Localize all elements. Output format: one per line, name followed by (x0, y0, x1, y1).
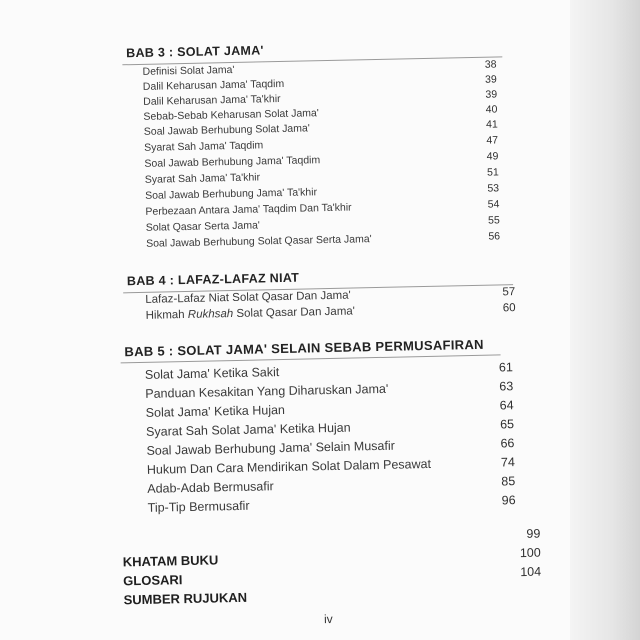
toc-entry-title: Definisi Solat Jama' (142, 63, 235, 78)
toc-entry-page: 60 (502, 302, 516, 315)
end-matter-title: KHATAM BUKU (122, 552, 219, 570)
end-matter-title: SUMBER RUJUKAN (123, 589, 248, 608)
toc-entry-title-italic: Rukhsah (187, 308, 234, 321)
end-matter-page: 104 (520, 564, 542, 580)
toc-entry-title: Syarat Sah Jama' Taqdim (144, 139, 264, 154)
toc-entry-title: Soal Jawab Berhubung Solat Qasar Serta Jama' (146, 233, 372, 250)
toc-entry-page: 66 (500, 436, 515, 451)
end-matter-title: GLOSARI (123, 572, 183, 589)
toc-entry-page: 54 (487, 198, 500, 211)
end-matter-page: 99 (526, 526, 541, 541)
toc-entry-title: Panduan Kesakitan Yang Diharuskan Jama' (145, 381, 389, 401)
toc-entry-title: Hukum Dan Cara Mendirikan Solat Dalam Pesawat (146, 456, 432, 477)
toc-entry-title: Solat Jama' Ketika Sakit (144, 365, 280, 382)
chapter-title-bab-4: BAB 4 : LAFAZ-LAFAZ NIAT (126, 270, 300, 289)
toc-entry-title: Soal Jawab Berhubung Jama' Selain Musafir (146, 438, 395, 458)
page-number: iv (323, 612, 333, 627)
toc-entry-page: 47 (486, 134, 499, 147)
toc-entry-page: 96 (501, 493, 516, 508)
toc-entry-page: 51 (486, 166, 499, 179)
toc-entry-page: 40 (485, 103, 498, 116)
toc-entry-page: 41 (485, 118, 498, 131)
toc-entry-page: 39 (485, 88, 498, 101)
toc-entry-title: Soal Jawab Berhubung Solat Jama' (143, 122, 310, 138)
toc-entry-page: 74 (500, 455, 515, 470)
toc-entry-page: 39 (484, 73, 497, 86)
toc-entry-title: Dalil Keharusan Jama' Taqdim (142, 77, 285, 93)
toc-entry-page: 55 (487, 214, 500, 227)
toc-entry-page: 65 (499, 417, 515, 432)
toc-entry-title: Soal Jawab Berhubung Jama' Ta'khir (145, 186, 318, 202)
toc-entry-page: 53 (487, 182, 500, 195)
toc-entry-title (146, 305, 356, 321)
toc-entry-title-part: Hikmah (145, 308, 188, 322)
toc-entry-title: Solat Qasar Serta Jama' (145, 219, 260, 234)
toc-entry-title: Perbezaan Antara Jama' Taqdim Dan Ta'khir (145, 201, 352, 218)
toc-entry-page: 49 (486, 150, 499, 163)
toc-entry-page: 38 (484, 58, 497, 71)
chapter-title-bab-5: BAB 5 : SOLAT JAMA' SELAIN SEBAB PERMUSAFIRAN (124, 336, 484, 360)
toc-entry-title: Lafaz-Lafaz Niat Solat Qasar Dan Jama' (145, 289, 351, 306)
toc-entry-title-part: Solat Qasar Dan Jama' (233, 305, 356, 321)
chapter-title-bab-3: BAB 3 : SOLAT JAMA' (126, 43, 264, 61)
toc-entry-page: 56 (488, 230, 501, 243)
end-matter-page: 100 (519, 545, 541, 561)
toc-entry-page: 57 (502, 286, 516, 299)
toc-entry-title: Solat Jama' Ketika Hujan (145, 402, 286, 420)
end-matter-page (501, 584, 541, 585)
toc-entry-title: Syarat Sah Jama' Ta'khir (144, 171, 261, 186)
toc-entry-page: 61 (498, 360, 513, 375)
toc-entry-title: Tip-Tip Bermusafir (147, 498, 250, 515)
toc-entry-title: Dalil Keharusan Jama' Ta'khir (143, 92, 281, 108)
toc-entry-page: 63 (499, 379, 514, 394)
toc-entry-page: 64 (499, 398, 514, 413)
toc-entry-title: Adab-Adab Bermusafir (147, 479, 274, 496)
toc-entry-page: 85 (501, 474, 516, 489)
toc-entry-title: Sebab-Sebab Keharusan Solat Jama' (143, 107, 319, 123)
toc-entry-title: Soal Jawab Berhubung Jama' Taqdim (144, 154, 321, 170)
toc-entry-title: Syarat Sah Solat Jama' Ketika Hujan (145, 420, 351, 439)
